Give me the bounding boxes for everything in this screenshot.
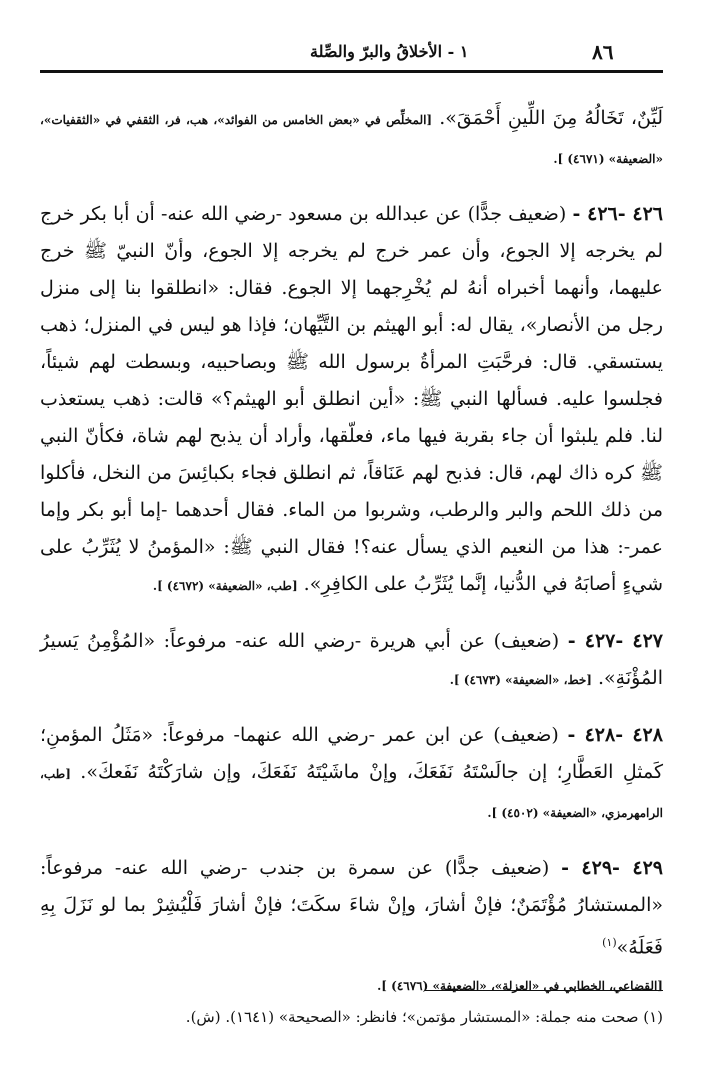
hadith-429 <box>40 850 663 1005</box>
chapter-title: ١ - الأخلاقُ والبرّ والصِّلة <box>310 42 469 61</box>
hadith-text: (ضعيف جدًّا) عن سمرة بن جندب -رضي الله عنه- مرفوعاً: «المستشارُ مُؤْتَمَنٌ؛ فإنْ أشارَ، وإنْ شاءَ سكَتَ؛ فإنْ أشارَ فَلْيُشِرْ بما لو نَزَلَ بِهِ فَعَلَهُ» <box>40 857 663 959</box>
footnote-marker[interactable]: (١) <box>602 936 617 949</box>
hadith-text: لَيِّنٌ، تَخَالُهُ مِنَ اللِّينِ أَحْمَقَ». <box>432 107 663 129</box>
hadith-number: ٤٢٨ -٤٢٨ - <box>567 724 663 746</box>
hadith-source: [طب، «الضعيفة» (٤٦٧٢) ]. <box>152 579 298 593</box>
footnote-rule <box>425 990 663 991</box>
hadith-number: ٤٢٦ -٤٢٦ - <box>572 203 663 225</box>
header-rule <box>40 70 663 73</box>
hadith-source: [خط، «الضعيفة» (٤٦٧٣) ]. <box>449 673 592 687</box>
hadith-number: ٤٢٩ -٤٢٩ - <box>561 857 663 879</box>
hadith-427 <box>40 623 663 699</box>
hadith-426 <box>40 196 663 605</box>
page-number: ٨٦ <box>592 40 614 64</box>
hadith-source: [القضاعي، الخطابي في «العزلة»، «الضعيفة» (٤٦٧٦) ]. <box>377 979 663 994</box>
hadith-text: (ضعيف) عن أبي هريرة -رضي الله عنه- مرفوعاً: «المُؤْمِنُ يَسيرُ المُؤْنَةِ». <box>40 630 663 689</box>
footnote: (١) صحت منه جملة: «المستشار مؤتمن»؛ فانظر: «الصحيحة» (١٦٤١). (ش). <box>185 1008 663 1026</box>
page-body <box>40 100 663 1023</box>
hadith-source: [طب، الرامهرمزي، «الضعيفة» (٤٥٠٢) ]. <box>40 767 663 820</box>
hadith-continuation <box>40 100 663 178</box>
hadith-source: [المخلِّص في «بعض الخامس من الفوائد»، هب، فر، الثقفي في «الثقفيات»، «الضعيفة» (٤٦٧١) ]. <box>40 113 663 166</box>
hadith-428 <box>40 717 663 832</box>
page-header <box>40 38 663 78</box>
hadith-number: ٤٢٧ -٤٢٧ - <box>567 630 663 652</box>
hadith-text: (ضعيف جدًّا) عن عبدالله بن مسعود -رضي الله عنه- أن أبا بكر خرج لم يخرجه إلا الجوع، وأن عمر خرج لم يخرجه إلا الجوع، وأنّ النبيّ ﷺ خرج عليهما، وأنهما أخبراه أنهُ لم يُخْرِجهما إلا الجوع. فقال: «انطلقوا بنا إلى منزل رجل من الأنصار»، يقال له: أبو الهيثم بن التَّيِّهان؛ فإذا هو ليس في المنزل؛ ذهب يستسقي. قال: فرحَّبَتِ المرأةُ برسول الله ﷺ وبصاحبيه، وبسطت لهم شيئاً، فجلسوا عليه. فسألها النبي ﷺ: «أين انطلق أبو الهيثم؟» قالت: ذهب يستعذب لنا. فلم يلبثوا أن جاء بقربة فيها ماء، فعلّقها، وأراد أن يذبح لهم شاة، فكأنّ النبي ﷺ كره ذاك لهم، قال: فذبح لهم عَنَاقاً، ثم انطلق فجاء بكبائِسَ من النخل، فأكلوا من ذلك اللحم والبر والرطب، وشربوا من الماء. فقال أحدهما -إما أبو بكر وإما عمر-: هذا من النعيم الذي يسأل عنه؟! فقال النبي ﷺ: «المؤمنُ لا يُثَرِّبُ على شيءٍ أصابَهُ في الدُّنيا، إنَّما يُثَرِّبُ على الكافِرِ». <box>40 203 663 595</box>
hadith-text: (ضعيف) عن ابن عمر -رضي الله عنهما- مرفوعاً: «مَثَلُ المؤمنِ؛ كَمثلِ العَطَّارِ؛ إن جالَسْتَهُ نَفَعَكَ، وإنْ ماشَيْتَهُ نَفَعَكَ، وإن شارَكْتَهُ نَفَعكَ». <box>40 724 663 783</box>
